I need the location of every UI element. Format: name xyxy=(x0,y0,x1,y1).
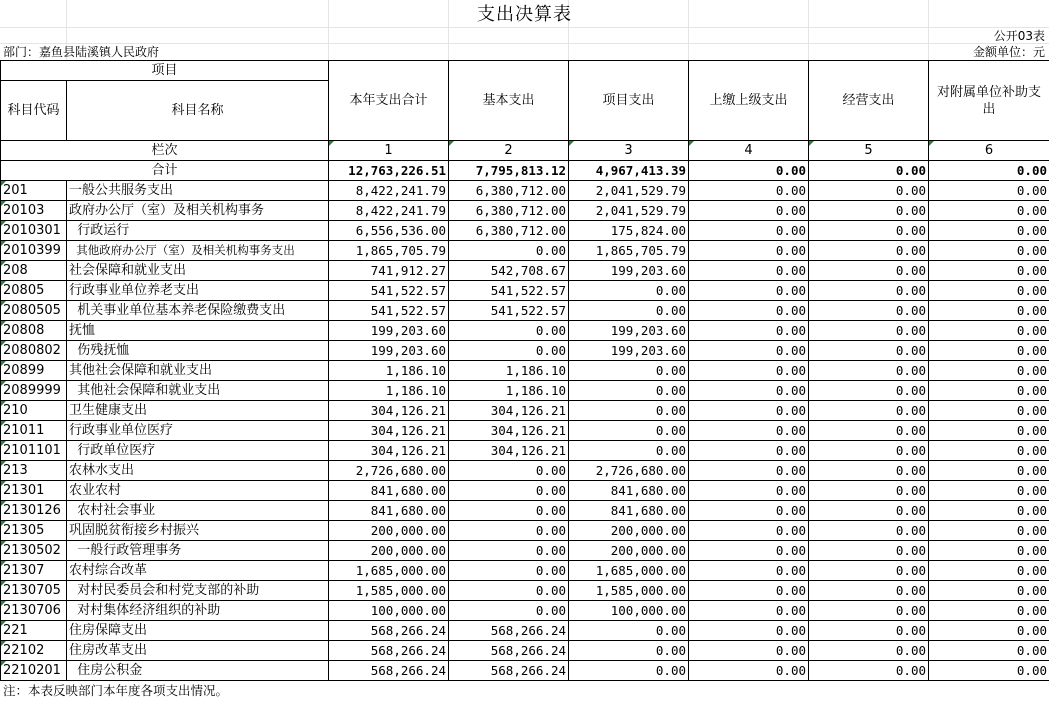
amount-cell[interactable]: 0.00 xyxy=(809,581,929,601)
subject-code-cell[interactable]: 2080505 xyxy=(1,301,67,321)
amount-cell[interactable]: 568,266.24 xyxy=(449,661,569,681)
amount-cell[interactable]: 0.00 xyxy=(689,581,809,601)
total-cell[interactable]: 7,795,813.12 xyxy=(449,161,569,181)
amount-cell[interactable]: 0.00 xyxy=(689,661,809,681)
amount-cell[interactable]: 0.00 xyxy=(809,261,929,281)
amount-cell[interactable]: 0.00 xyxy=(809,301,929,321)
amount-cell[interactable]: 0.00 xyxy=(689,341,809,361)
amount-cell[interactable]: 0.00 xyxy=(689,601,809,621)
amount-cell[interactable]: 1,585,000.00 xyxy=(569,581,689,601)
amount-cell[interactable]: 0.00 xyxy=(449,341,569,361)
amount-cell[interactable]: 1,685,000.00 xyxy=(329,561,449,581)
amount-cell[interactable]: 0.00 xyxy=(809,621,929,641)
amount-cell[interactable]: 0.00 xyxy=(929,641,1049,661)
amount-cell[interactable]: 1,186.10 xyxy=(329,361,449,381)
row-index-label[interactable]: 栏次 xyxy=(1,141,329,161)
header-basic[interactable]: 基本支出 xyxy=(449,61,569,141)
amount-cell[interactable]: 841,680.00 xyxy=(569,481,689,501)
subject-name-cell[interactable]: 行政运行 xyxy=(67,221,329,241)
amount-cell[interactable]: 6,380,712.00 xyxy=(449,221,569,241)
subject-code-cell[interactable]: 2089999 xyxy=(1,381,67,401)
amount-cell[interactable]: 0.00 xyxy=(929,361,1049,381)
subject-name-cell[interactable]: 农村综合改革 xyxy=(67,561,329,581)
header-project[interactable]: 项目支出 xyxy=(569,61,689,141)
amount-cell[interactable]: 304,126.21 xyxy=(329,441,449,461)
amount-cell[interactable]: 0.00 xyxy=(809,521,929,541)
amount-cell[interactable]: 100,000.00 xyxy=(569,601,689,621)
table-row xyxy=(1,221,1049,241)
table-row xyxy=(1,281,1049,301)
gridline xyxy=(0,43,1049,44)
col-number[interactable]: 5 xyxy=(809,141,929,161)
table-row xyxy=(1,621,1049,641)
amount-cell[interactable]: 0.00 xyxy=(689,641,809,661)
amount-cell[interactable]: 0.00 xyxy=(689,541,809,561)
subject-name-cell[interactable]: 机关事业单位基本养老保险缴费支出 xyxy=(67,301,329,321)
subject-code-cell[interactable]: 213 xyxy=(1,461,67,481)
subject-name-cell[interactable]: 社会保障和就业支出 xyxy=(67,261,329,281)
amount-cell[interactable]: 1,865,705.79 xyxy=(569,241,689,261)
amount-cell[interactable]: 0.00 xyxy=(689,301,809,321)
header-business[interactable]: 经营支出 xyxy=(809,61,929,141)
amount-cell[interactable]: 0.00 xyxy=(689,381,809,401)
table-row xyxy=(1,341,1049,361)
table-row xyxy=(1,181,1049,201)
amount-cell[interactable]: 0.00 xyxy=(569,301,689,321)
amount-cell[interactable]: 2,726,680.00 xyxy=(569,461,689,481)
amount-cell[interactable]: 0.00 xyxy=(569,401,689,421)
amount-cell[interactable]: 0.00 xyxy=(809,601,929,621)
total-row-label[interactable]: 合计 xyxy=(1,161,329,181)
amount-cell[interactable]: 568,266.24 xyxy=(449,641,569,661)
amount-cell[interactable]: 0.00 xyxy=(569,621,689,641)
subject-code-cell[interactable]: 2130706 xyxy=(1,601,67,621)
col-number[interactable]: 6 xyxy=(929,141,1049,161)
table-row xyxy=(1,541,1049,561)
amount-cell[interactable]: 0.00 xyxy=(689,561,809,581)
amount-cell[interactable]: 0.00 xyxy=(689,481,809,501)
subject-name-cell[interactable]: 农林水支出 xyxy=(67,461,329,481)
amount-cell[interactable]: 0.00 xyxy=(689,401,809,421)
subject-code-cell[interactable]: 21305 xyxy=(1,521,67,541)
header-upper[interactable]: 上缴上级支出 xyxy=(689,61,809,141)
subject-code-cell[interactable]: 21011 xyxy=(1,421,67,441)
amount-cell[interactable]: 0.00 xyxy=(809,321,929,341)
table-row xyxy=(1,581,1049,601)
subject-code-cell[interactable]: 2130705 xyxy=(1,581,67,601)
subject-name-cell[interactable]: 行政单位医疗 xyxy=(67,441,329,461)
header-subject-code[interactable]: 科目代码 xyxy=(1,81,67,141)
amount-cell[interactable]: 0.00 xyxy=(929,201,1049,221)
amount-cell[interactable]: 0.00 xyxy=(929,601,1049,621)
amount-cell[interactable]: 0.00 xyxy=(809,281,929,301)
amount-cell[interactable]: 0.00 xyxy=(929,241,1049,261)
amount-cell[interactable]: 199,203.60 xyxy=(569,261,689,281)
table-row xyxy=(1,401,1049,421)
amount-cell[interactable]: 0.00 xyxy=(929,521,1049,541)
table-row xyxy=(1,641,1049,661)
amount-cell[interactable]: 304,126.21 xyxy=(329,421,449,441)
amount-cell[interactable]: 2,726,680.00 xyxy=(329,461,449,481)
subject-code-cell[interactable]: 2010301 xyxy=(1,221,67,241)
amount-cell[interactable]: 1,186.10 xyxy=(329,381,449,401)
amount-cell[interactable]: 2,041,529.79 xyxy=(569,201,689,221)
header-subject-name[interactable]: 科目名称 xyxy=(67,81,329,141)
amount-cell[interactable]: 0.00 xyxy=(809,241,929,261)
subject-name-cell[interactable]: 对村集体经济组织的补助 xyxy=(67,601,329,621)
amount-cell[interactable]: 0.00 xyxy=(809,361,929,381)
subject-name-cell[interactable]: 其他社会保障和就业支出 xyxy=(67,381,329,401)
subject-name-cell[interactable]: 对村民委员会和村党支部的补助 xyxy=(67,581,329,601)
total-cell[interactable]: 0.00 xyxy=(809,161,929,181)
subject-code-cell[interactable]: 201 xyxy=(1,181,67,201)
subject-code-cell[interactable]: 2101101 xyxy=(1,441,67,461)
amount-cell[interactable]: 0.00 xyxy=(809,501,929,521)
amount-cell[interactable]: 0.00 xyxy=(569,361,689,381)
amount-cell[interactable]: 304,126.21 xyxy=(449,401,569,421)
col-number[interactable]: 2 xyxy=(449,141,569,161)
amount-cell[interactable]: 6,380,712.00 xyxy=(449,181,569,201)
amount-cell[interactable]: 0.00 xyxy=(929,321,1049,341)
amount-cell[interactable]: 542,708.67 xyxy=(449,261,569,281)
amount-cell[interactable]: 0.00 xyxy=(929,221,1049,241)
amount-cell[interactable]: 0.00 xyxy=(929,661,1049,681)
header-item[interactable]: 项目 xyxy=(1,61,329,81)
subject-code-cell[interactable]: 2080802 xyxy=(1,341,67,361)
table-row xyxy=(1,661,1049,681)
amount-cell[interactable]: 0.00 xyxy=(929,461,1049,481)
amount-cell[interactable]: 1,186.10 xyxy=(449,361,569,381)
amount-cell[interactable]: 568,266.24 xyxy=(329,641,449,661)
amount-cell[interactable]: 0.00 xyxy=(929,581,1049,601)
amount-cell[interactable]: 0.00 xyxy=(809,201,929,221)
amount-cell[interactable]: 175,824.00 xyxy=(569,221,689,241)
subject-name-cell[interactable]: 行政事业单位医疗 xyxy=(67,421,329,441)
amount-cell[interactable]: 0.00 xyxy=(449,241,569,261)
gridline xyxy=(0,27,1049,28)
amount-cell[interactable]: 0.00 xyxy=(449,581,569,601)
subject-code-cell[interactable]: 20808 xyxy=(1,321,67,341)
amount-cell[interactable]: 0.00 xyxy=(449,601,569,621)
subject-name-cell[interactable]: 住房保障支出 xyxy=(67,621,329,641)
subject-name-cell[interactable]: 卫生健康支出 xyxy=(67,401,329,421)
amount-cell[interactable]: 0.00 xyxy=(569,381,689,401)
subject-name-cell[interactable]: 一般行政管理事务 xyxy=(67,541,329,561)
table-row xyxy=(1,441,1049,461)
total-cell[interactable]: 0.00 xyxy=(689,161,809,181)
subject-name-cell[interactable]: 住房公积金 xyxy=(67,661,329,681)
total-cell[interactable]: 12,763,226.51 xyxy=(329,161,449,181)
amount-cell[interactable]: 0.00 xyxy=(929,301,1049,321)
table-row xyxy=(1,321,1049,341)
table-row xyxy=(1,461,1049,481)
amount-cell[interactable]: 199,203.60 xyxy=(329,321,449,341)
footer-note: 注：本表反映部门本年度各项支出情况。 xyxy=(3,683,229,698)
amount-cell[interactable]: 541,522.57 xyxy=(449,301,569,321)
amount-cell[interactable]: 0.00 xyxy=(809,461,929,481)
amount-cell[interactable]: 0.00 xyxy=(689,321,809,341)
amount-cell[interactable]: 6,380,712.00 xyxy=(449,201,569,221)
amount-cell[interactable]: 841,680.00 xyxy=(329,501,449,521)
amount-cell[interactable]: 200,000.00 xyxy=(569,521,689,541)
subject-name-cell[interactable]: 政府办公厅（室）及相关机构事务 xyxy=(67,201,329,221)
amount-cell[interactable]: 0.00 xyxy=(449,521,569,541)
total-cell[interactable]: 0.00 xyxy=(929,161,1049,181)
amount-cell[interactable]: 0.00 xyxy=(449,561,569,581)
amount-cell[interactable]: 0.00 xyxy=(809,401,929,421)
amount-cell[interactable]: 0.00 xyxy=(569,641,689,661)
amount-cell[interactable]: 2,041,529.79 xyxy=(569,181,689,201)
amount-cell[interactable]: 304,126.21 xyxy=(329,401,449,421)
amount-cell[interactable]: 0.00 xyxy=(929,441,1049,461)
amount-cell[interactable]: 541,522.57 xyxy=(449,281,569,301)
table-row xyxy=(1,381,1049,401)
amount-cell[interactable]: 1,186.10 xyxy=(449,381,569,401)
amount-cell[interactable]: 0.00 xyxy=(809,341,929,361)
subject-code-cell[interactable]: 2010399 xyxy=(1,241,67,261)
expenditure-table xyxy=(0,60,1049,681)
subject-name-cell[interactable]: 其他社会保障和就业支出 xyxy=(67,361,329,381)
amount-cell[interactable]: 0.00 xyxy=(689,461,809,481)
subject-code-cell[interactable]: 2210201 xyxy=(1,661,67,681)
subject-name-cell[interactable]: 巩固脱贫衔接乡村振兴 xyxy=(67,521,329,541)
amount-cell[interactable]: 199,203.60 xyxy=(329,341,449,361)
amount-cell[interactable]: 0.00 xyxy=(929,481,1049,501)
amount-cell[interactable]: 0.00 xyxy=(929,181,1049,201)
subject-code-cell[interactable]: 21307 xyxy=(1,561,67,581)
amount-cell[interactable]: 0.00 xyxy=(569,281,689,301)
department-label: 部门：嘉鱼县陆溪镇人民政府 xyxy=(3,45,160,59)
amount-cell[interactable]: 0.00 xyxy=(929,281,1049,301)
amount-cell[interactable]: 568,266.24 xyxy=(449,621,569,641)
table-row xyxy=(1,481,1049,501)
subject-name-cell[interactable]: 一般公共服务支出 xyxy=(67,181,329,201)
amount-unit: 金额单位：元 xyxy=(972,45,1045,59)
amount-cell[interactable]: 0.00 xyxy=(689,621,809,641)
table-row xyxy=(1,601,1049,621)
total-cell[interactable]: 4,967,413.39 xyxy=(569,161,689,181)
amount-cell[interactable]: 200,000.00 xyxy=(329,521,449,541)
amount-cell[interactable]: 0.00 xyxy=(809,641,929,661)
amount-cell[interactable]: 0.00 xyxy=(929,421,1049,441)
amount-cell[interactable]: 1,585,000.00 xyxy=(329,581,449,601)
header-subsidy[interactable]: 对附属单位补助支出 xyxy=(929,61,1049,141)
amount-cell[interactable]: 0.00 xyxy=(689,501,809,521)
subject-name-cell[interactable]: 抚恤 xyxy=(67,321,329,341)
amount-cell[interactable]: 0.00 xyxy=(449,541,569,561)
subject-code-cell[interactable]: 20103 xyxy=(1,201,67,221)
table-row xyxy=(1,361,1049,381)
subject-name-cell[interactable]: 行政事业单位养老支出 xyxy=(67,281,329,301)
subject-code-cell[interactable]: 20899 xyxy=(1,361,67,381)
amount-cell[interactable]: 304,126.21 xyxy=(449,421,569,441)
amount-cell[interactable]: 0.00 xyxy=(689,521,809,541)
table-row xyxy=(1,301,1049,321)
amount-cell[interactable]: 0.00 xyxy=(569,421,689,441)
col-number[interactable]: 4 xyxy=(689,141,809,161)
amount-cell[interactable]: 0.00 xyxy=(809,481,929,501)
amount-cell[interactable]: 0.00 xyxy=(689,261,809,281)
table-row xyxy=(1,561,1049,581)
amount-cell[interactable]: 0.00 xyxy=(569,661,689,681)
amount-cell[interactable]: 0.00 xyxy=(929,501,1049,521)
subject-code-cell[interactable]: 2130502 xyxy=(1,541,67,561)
amount-cell[interactable]: 0.00 xyxy=(809,221,929,241)
amount-cell[interactable]: 6,556,536.00 xyxy=(329,221,449,241)
amount-cell[interactable]: 0.00 xyxy=(809,541,929,561)
amount-cell[interactable]: 200,000.00 xyxy=(329,541,449,561)
amount-cell[interactable]: 0.00 xyxy=(809,441,929,461)
amount-cell[interactable]: 0.00 xyxy=(449,461,569,481)
amount-cell[interactable]: 0.00 xyxy=(569,441,689,461)
amount-cell[interactable]: 568,266.24 xyxy=(329,661,449,681)
amount-cell[interactable]: 0.00 xyxy=(689,281,809,301)
subject-code-cell[interactable]: 208 xyxy=(1,261,67,281)
amount-cell[interactable]: 541,522.57 xyxy=(329,281,449,301)
amount-cell[interactable]: 0.00 xyxy=(929,401,1049,421)
amount-cell[interactable]: 0.00 xyxy=(449,501,569,521)
table-row xyxy=(1,501,1049,521)
subject-code-cell[interactable]: 20805 xyxy=(1,281,67,301)
amount-cell[interactable]: 100,000.00 xyxy=(329,601,449,621)
subject-name-cell[interactable]: 伤残抚恤 xyxy=(67,341,329,361)
table-row xyxy=(1,261,1049,281)
amount-cell[interactable]: 741,912.27 xyxy=(329,261,449,281)
amount-cell[interactable]: 0.00 xyxy=(929,621,1049,641)
subject-code-cell[interactable]: 2130126 xyxy=(1,501,67,521)
amount-cell[interactable]: 0.00 xyxy=(689,221,809,241)
amount-cell[interactable]: 0.00 xyxy=(689,201,809,221)
amount-cell[interactable]: 0.00 xyxy=(809,661,929,681)
amount-cell[interactable]: 1,685,000.00 xyxy=(569,561,689,581)
amount-cell[interactable]: 0.00 xyxy=(809,381,929,401)
amount-cell[interactable]: 0.00 xyxy=(449,321,569,341)
amount-cell[interactable]: 0.00 xyxy=(929,561,1049,581)
subject-name-cell[interactable]: 其他政府办公厅（室）及相关机构事务支出 xyxy=(67,241,329,261)
table-row xyxy=(1,421,1049,441)
amount-cell[interactable]: 841,680.00 xyxy=(329,481,449,501)
amount-cell[interactable]: 0.00 xyxy=(929,541,1049,561)
amount-cell[interactable]: 0.00 xyxy=(449,481,569,501)
amount-cell[interactable]: 0.00 xyxy=(689,441,809,461)
subject-name-cell[interactable]: 住房改革支出 xyxy=(67,641,329,661)
subject-name-cell[interactable]: 农村社会事业 xyxy=(67,501,329,521)
amount-cell[interactable]: 8,422,241.79 xyxy=(329,181,449,201)
header-total[interactable]: 本年支出合计 xyxy=(329,61,449,141)
amount-cell[interactable]: 8,422,241.79 xyxy=(329,201,449,221)
amount-cell[interactable]: 0.00 xyxy=(809,421,929,441)
amount-cell[interactable]: 0.00 xyxy=(689,421,809,441)
amount-cell[interactable]: 0.00 xyxy=(689,241,809,261)
table-row xyxy=(1,521,1049,541)
subject-name-cell[interactable]: 农业农村 xyxy=(67,481,329,501)
table-row xyxy=(1,201,1049,221)
amount-cell[interactable]: 0.00 xyxy=(929,341,1049,361)
page-title: 支出决算表 xyxy=(477,4,572,25)
col-number[interactable]: 1 xyxy=(329,141,449,161)
amount-cell[interactable]: 0.00 xyxy=(929,381,1049,401)
subject-code-cell[interactable]: 22102 xyxy=(1,641,67,661)
amount-cell[interactable]: 199,203.60 xyxy=(569,321,689,341)
amount-cell[interactable]: 199,203.60 xyxy=(569,341,689,361)
amount-cell[interactable]: 0.00 xyxy=(689,181,809,201)
amount-cell[interactable]: 841,680.00 xyxy=(569,501,689,521)
amount-cell[interactable]: 1,865,705.79 xyxy=(329,241,449,261)
amount-cell[interactable]: 568,266.24 xyxy=(329,621,449,641)
amount-cell[interactable]: 0.00 xyxy=(929,261,1049,281)
amount-cell[interactable]: 304,126.21 xyxy=(449,441,569,461)
subject-code-cell[interactable]: 210 xyxy=(1,401,67,421)
subject-code-cell[interactable]: 21301 xyxy=(1,481,67,501)
amount-cell[interactable]: 0.00 xyxy=(809,561,929,581)
form-code: 公开03表 xyxy=(993,29,1045,43)
amount-cell[interactable]: 0.00 xyxy=(809,181,929,201)
amount-cell[interactable]: 0.00 xyxy=(689,361,809,381)
subject-code-cell[interactable]: 221 xyxy=(1,621,67,641)
amount-cell[interactable]: 541,522.57 xyxy=(329,301,449,321)
col-number[interactable]: 3 xyxy=(569,141,689,161)
table-row xyxy=(1,241,1049,261)
amount-cell[interactable]: 200,000.00 xyxy=(569,541,689,561)
